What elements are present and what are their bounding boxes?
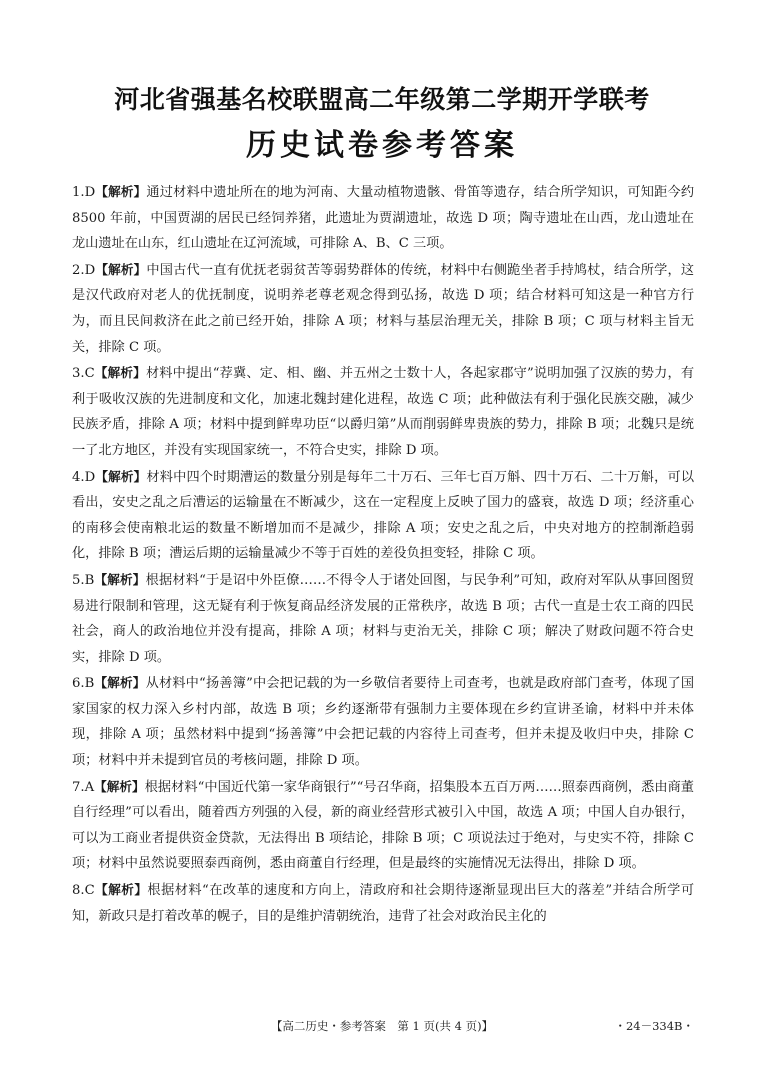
analysis-tag: 【解析】 <box>94 778 145 794</box>
answer-number: 2.D <box>72 262 96 278</box>
document-title: 河北省强基名校联盟高二年级第二学期开学联考 <box>114 85 650 114</box>
analysis-tag: 【解析】 <box>94 882 148 898</box>
answer-text: 材料中提出“荐冀、定、相、幽、并五州之士数十人，各起家郡守”说明加强了汉族的势力，有利于吸收汉族的先进制度和文化，加速北魏封建化进程，故选 C 项；此种做法有利于强化民族交融，减少民族矛盾，排除 A 项；材料中提到鲜卑功臣“以爵归第”从而削弱鲜卑贵族的势力，排除 B 项；北魏只是统一了北方地区，并没有实现国家统一，不符合史实，排除 D 项。 <box>72 366 695 458</box>
answer-text: 材料中四个时期漕运的数量分别是每年二十万石、三年七百万斛、四十万石、二十万斛，可以看出，安史之乱之后漕运的运输量在不断减少，这在一定程度上反映了国力的盛衰，故选 D 项；经济重心的南移会使南粮北运的数量不断增加而不是减少，排除 A 项；安史之乱之后，中央对地方的控制渐趋弱化，排除 B 项；漕运后期的运输量减少不等于百姓的差役负担变轻，排除 C 项。 <box>72 469 695 562</box>
document-code: ・24－334B・ <box>614 1019 694 1033</box>
answer-number: 3.C <box>72 366 95 382</box>
answer-number: 7.A <box>72 779 95 795</box>
answer-item-8 <box>72 877 694 929</box>
analysis-tag: 【解析】 <box>95 184 147 199</box>
answer-text: 从材料中“扬善簿”中会把记载的为一乡敬信者要待上司查考，也就是政府部门查考，体现了国家国家的权力深入乡村内部，故选 B 项；乡约逐渐带有强制力主要体现在乡约宣讲圣谕，材料中并未体现，排除 A 项；虽然材料中提到“扬善簿”中会把记载的内容待上司查考，但并未提及收归中央，排除 C 项；材料中并未提到官员的考核问题，排除 D 项。 <box>72 676 695 769</box>
answer-number: 4.D <box>72 469 96 485</box>
answer-item-3 <box>72 360 694 463</box>
answer-number: 8.C <box>72 883 95 899</box>
answer-text: 根据材料“在改革的速度和方向上，清政府和社会期待逐渐显现出巨大的落差”并结合所学可知，新政只是打着改革的幌子，目的是维护清朝统治，违背了社会对政治民主化的 <box>72 883 695 924</box>
answer-text: 中国古代一直有优抚老弱贫苦等弱势群体的传统，材料中右侧跪坐者手持鸠杖，结合所学，这是汉代政府对老人的优抚制度，说明养老尊老观念得到弘扬，故选 D 项；结合材料可知这是一种官方行为，而且民间救济在此之前已经开始，排除 A 项；材料与基层治理无关，排除 B 项；C 项与材料主旨无关，排除 C 项。 <box>72 262 695 355</box>
analysis-tag: 【解析】 <box>95 261 147 277</box>
answer-number: 1.D <box>72 185 96 200</box>
page-label: 【高二历史・参考答案 第 1 页(共 4 页)】 <box>270 1019 494 1033</box>
analysis-tag: 【解析】 <box>94 675 146 691</box>
answer-item-5 <box>72 567 694 670</box>
answer-item-7 <box>72 774 694 877</box>
answer-number: 5.B <box>72 572 95 588</box>
analysis-tag: 【解析】 <box>94 365 146 381</box>
answer-text: 根据材料“于是诏中外臣僚……不得令人于诸处回图，与民争利”可知，政府对军队从事回图贸易进行限制和管理，这无疑有利于恢复商品经济发展的正常秩序，故选 B 项；古代一直是士农工商的四民社会，商人的政治地位并没有提高，排除 A 项；材料与吏治无关，排除 C 项；解决了财政问题不符合史实，排除 D 项。 <box>72 572 695 665</box>
document-subtitle: 历史试卷参考答案 <box>246 128 518 163</box>
answer-item-6 <box>72 670 694 773</box>
analysis-tag: 【解析】 <box>95 468 147 484</box>
answer-text: 根据材料“中国近代第一家华商银行”“号召华商，招集股本五百万两……照泰西商例，悉由商董自行经理”可以看出，随着西方列强的入侵，新的商业经营形式被引入中国，故选 A 项；中国人自办银行，可以为工商业者提供资金贷款，无法得出 B 项结论，排除 B 项；C 项说法过于绝对，与史实不符，排除 C 项；材料中虽然说要照泰西商例，悉由商董自行经理，但是最终的实施情况无法得出，排除 D 项。 <box>72 779 694 872</box>
analysis-tag: 【解析】 <box>94 571 146 587</box>
answer-number: 6.B <box>72 676 95 692</box>
answer-item-4 <box>72 464 694 567</box>
answer-item-2 <box>72 257 694 360</box>
answer-list <box>72 179 694 929</box>
answer-text: 通过材料中遗址所在的地为河南、大量动植物遗骸、骨笛等遗存，结合所学知识，可知距今约 8500 年前，中国贾湖的居民已经饲养猪，此遗址为贾湖遗址，故选 D 项；陶寺遗址在山西，龙山遗址在龙山遗址在山东，红山遗址在辽河流域，可排除 A、B、C 三项。 <box>72 185 695 252</box>
answer-item-1 <box>72 179 694 257</box>
